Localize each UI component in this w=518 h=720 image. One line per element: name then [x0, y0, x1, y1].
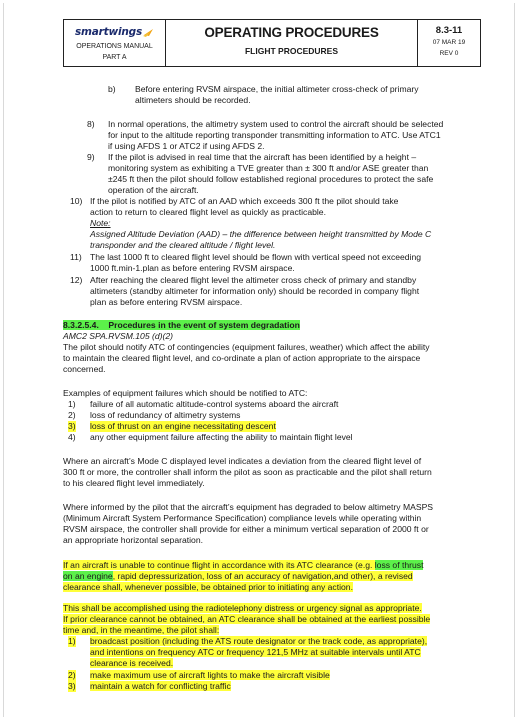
radio-line-1-text: This shall be accomplished using the radiotelephony distress or urgency signal as appropriate. — [63, 603, 422, 613]
header-meta-cell — [418, 20, 480, 66]
action-3-number: 3) — [68, 681, 76, 691]
example-1-text: failure of all automatic altitude-control systems aboard the aircraft — [90, 399, 339, 409]
item-10-line-1: If the pilot is notified by ATC of an AAD which exceeds 300 ft the pilot should take — [90, 196, 399, 206]
unable-line-1-text: If an aircraft is unable to continue flight in accordance with its ATC clearance (e.g. — [63, 560, 375, 570]
radio-line-2-text: If prior clearance cannot be obtained, an ATC clearance shall be obtained at the earliest possible — [63, 614, 431, 624]
item-9-line-2: monitoring system as exhibiting a TVE greater than ± 300 ft and/or ASE greater than — [108, 163, 429, 173]
item-8-line-3: if using AFDS 1 or ATC2 if using AFDS 2. — [108, 141, 265, 151]
action-2-line-1 — [90, 670, 330, 681]
section-intro-line-2: to maintain the cleared flight level, and co-ordinate a plan of action appropriate to the airspace — [63, 353, 421, 363]
action-2-text: make maximum use of aircraft lights to make the aircraft visible — [90, 670, 330, 680]
unable-line-2 — [63, 571, 413, 582]
item-9-line-4: operation of the aircraft. — [108, 185, 199, 195]
masps-line-2: (Minimum Aircraft System Performance Specification) compliance levels while operating within — [63, 513, 422, 523]
masps-line-4: an appropriate horizontal separation. — [63, 535, 203, 545]
section-number: 8.3-11 — [435, 25, 463, 36]
revision-number: REV 0 — [439, 50, 459, 57]
example-4-text: any other equipment failure affecting the ability to maintain flight level — [90, 432, 353, 442]
action-1-number: 1) — [68, 636, 76, 646]
example-3-text: loss of thrust on an engine necessitating descent — [90, 421, 276, 431]
section-reference: AMC2 SPA.RVSM.105 (d)(2) — [63, 331, 174, 341]
manual-part: PART A — [102, 54, 127, 61]
header-title-cell — [166, 20, 418, 66]
item-12-line-3: plan as before entering RVSM airspace. — [90, 297, 243, 307]
unable-line-1 — [63, 560, 423, 571]
unable-line-3 — [63, 582, 353, 593]
revision-date: 07 MAR 19 — [432, 39, 466, 46]
item-10-line-2: action to return to cleared flight level as quickly as practicable. — [90, 207, 326, 217]
example-4-number: 4) — [68, 432, 76, 442]
on-an-engine-highlight: on an engine — [63, 571, 113, 581]
action-1-line-2 — [90, 647, 421, 658]
item-b-line-2: altimeters should be recorded. — [135, 95, 251, 105]
item-10-note-line-1: Assigned Altitude Deviation (AAD) – the difference between height transmitted by Mode C — [90, 229, 432, 239]
item-9-line-3: ±245 ft then the pilot should follow established regional procedures to protect the safe — [108, 174, 434, 184]
example-2-number: 2) — [68, 410, 76, 420]
item-8-number: 8) — [87, 119, 95, 129]
loss-of-thrust-highlight: loss of thrust — [374, 560, 424, 570]
item-8-line-2: for input to the altitude reporting transponder transmitting information to ATC. Use ATC1 — [108, 130, 441, 140]
item-8-line-1: In normal operations, the altimetry system used to control the aircraft should be selected — [108, 119, 444, 129]
item-9-line-1: If the pilot is advised in real time that the aircraft has been identified by a height – — [108, 152, 417, 162]
mode-c-line-2: 300 ft or more, the controller shall inform the pilot as soon as practicable and the pilot shall return — [63, 467, 432, 477]
example-1-number: 1) — [68, 399, 76, 409]
item-11-line-1: The last 1000 ft to cleared flight level should be flown with vertical speed not exceeding — [90, 252, 422, 262]
radio-line-1 — [63, 603, 422, 614]
unable-line-2-text: , rapid depressurization, loss of an accuracy of navigation,and other), a revised — [112, 571, 413, 581]
section-intro-line-1: The pilot should notify ATC of contingencies (equipment failures, weather) which affect the ability — [63, 342, 430, 352]
example-3-number: 3) — [68, 421, 76, 431]
item-10-note-label: Note: — [90, 218, 111, 228]
section-number-label: 8.3.2.5.4. — [63, 320, 99, 330]
brand-name: smartwings — [74, 26, 142, 38]
page-subtitle: FLIGHT PROCEDURES — [244, 46, 339, 56]
radio-line-2 — [63, 614, 430, 625]
mode-c-line-1: Where an aircraft’s Mode C displayed level indicates a deviation from the cleared flight level of — [63, 456, 422, 466]
action-1-line-2-text: and intentions on frequency ATC or frequency 121,5 MHz at suitable intervals until ATC — [90, 647, 421, 657]
item-10-number: 10) — [70, 196, 83, 206]
item-b-line-1: Before entering RVSM airspace, the initial altimeter cross-check of primary — [135, 84, 419, 94]
page-header — [63, 19, 481, 67]
action-3-line-1 — [90, 681, 231, 692]
page-title: OPERATING PROCEDURES — [204, 25, 379, 40]
masps-line-1: Where informed by the pilot that the aircraft’s equipment has degraded to below altimetry MASPS — [63, 502, 434, 512]
brand-swoosh-icon — [143, 28, 154, 37]
unable-line-3-text: clearance shall, whenever possible, be obtained prior to initiating any action. — [63, 582, 353, 592]
item-9-number: 9) — [87, 152, 95, 162]
section-heading — [63, 320, 300, 331]
manual-name: OPERATIONS MANUAL — [76, 43, 153, 50]
action-1-line-1 — [90, 636, 427, 647]
item-12-number: 12) — [70, 275, 83, 285]
header-logo-cell — [64, 20, 166, 66]
item-12-line-1: After reaching the cleared flight level the altimeter cross check of primary and standby — [90, 275, 417, 285]
example-2-text: loss of redundancy of altimetry systems — [90, 410, 241, 420]
brand-logo — [75, 26, 154, 38]
action-1-line-3-text: clearance is received. — [90, 658, 174, 668]
item-b-number: b) — [108, 84, 116, 94]
action-2-number: 2) — [68, 670, 76, 680]
item-12-line-2: altimeters (standby altimeter for information only) should be recorded in company flight — [90, 286, 420, 296]
mode-c-line-3: to his cleared flight level immediately. — [63, 478, 205, 488]
section-title: Procedures in the event of system degradation — [108, 320, 300, 330]
action-1-line-3 — [90, 658, 173, 669]
radio-line-3 — [63, 625, 219, 636]
radio-line-3-text: time and, in the meantime, the pilot shall: — [63, 625, 220, 635]
section-intro-line-3: concerned. — [63, 364, 106, 374]
item-11-number: 11) — [70, 252, 82, 262]
masps-line-3: RVSM airspace, the controller shall provide for either a minimum vertical separation of 2000 ft or — [63, 524, 429, 534]
action-1-line-1-text: broadcast position (including the ATS route designator or the track code, as appropriate), — [90, 636, 428, 646]
item-11-line-2: 1000 ft.min-1.plan as before entering RVSM airspace. — [90, 263, 295, 273]
action-3-text: maintain a watch for conflicting traffic — [90, 681, 231, 691]
item-10-note-line-2: transponder and the cleared altitude / flight level. — [90, 240, 276, 250]
examples-heading: Examples of equipment failures which should be notified to ATC: — [63, 388, 308, 398]
